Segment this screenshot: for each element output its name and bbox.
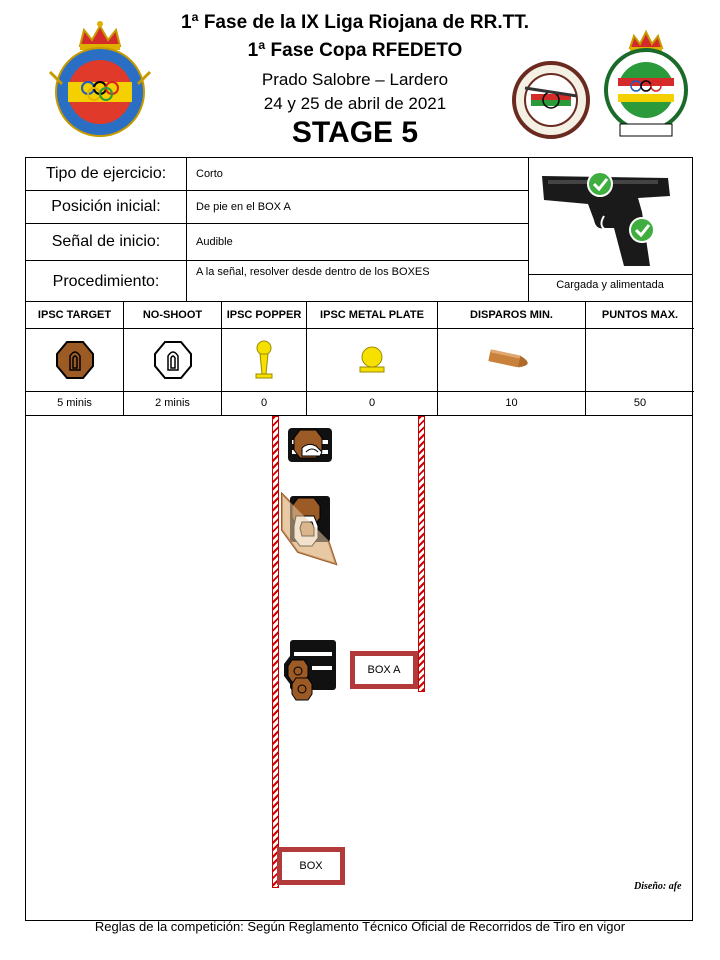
rfedeto-logo (40, 14, 160, 138)
info-row-senal (26, 224, 528, 261)
target-group-panel (280, 492, 340, 568)
venue: Prado Salobre – Lardero (261, 70, 449, 89)
col-header: DISPAROS MIN. (438, 302, 585, 329)
fault-line-right (418, 416, 425, 692)
col-puntos (586, 302, 694, 415)
col-count: 2 minis (155, 397, 190, 409)
info-label: Señal de inicio: (26, 224, 187, 260)
info-value: De pie en el BOX A (196, 201, 291, 213)
col-header: NO-SHOOT (124, 302, 221, 329)
metal-plate-icon (357, 345, 387, 375)
info-row-tipo (26, 158, 528, 191)
popper-icon (252, 340, 276, 380)
info-label: Tipo de ejercicio: (26, 158, 187, 190)
col-header: IPSC TARGET (26, 302, 123, 329)
col-count: 50 (633, 397, 647, 409)
federacion-riojana-logo (600, 28, 692, 140)
col-count: 0 (368, 397, 376, 409)
designer-signature: Diseño: afe (634, 881, 682, 892)
info-value: A la señal, resolver desde dentro de los BOXES (196, 266, 430, 278)
info-row-posicion (26, 191, 528, 224)
box-a: BOX A (350, 651, 418, 689)
title-line-2: 1ª Fase Copa RFEDETO (247, 40, 463, 61)
col-no-shoot (124, 302, 222, 415)
info-value: Corto (196, 168, 223, 180)
target-group-top (286, 426, 334, 466)
col-count: 5 minis (57, 397, 92, 409)
pistol-icon (538, 168, 678, 268)
bullet-icon (485, 345, 539, 375)
col-popper (222, 302, 307, 415)
weapon-condition: Cargada y alimentada (556, 279, 664, 291)
col-header: PUNTOS MAX. (586, 302, 694, 329)
col-header: IPSC METAL PLATE (307, 302, 437, 329)
col-count: 0 (260, 397, 268, 409)
dates: 24 y 25 de abril de 2021 (263, 94, 447, 113)
stage-title: STAGE 5 (291, 116, 419, 149)
col-disparos (438, 302, 586, 415)
col-header: IPSC POPPER (222, 302, 306, 329)
box: BOX (277, 847, 345, 885)
ipsc-target-icon (55, 340, 95, 380)
col-count: 10 (505, 397, 518, 409)
title-line-1: 1ª Fase de la IX Liga Riojana de RR.TT. (180, 12, 530, 33)
info-row-procedimiento (26, 261, 528, 302)
no-shoot-icon (153, 340, 193, 380)
club-tiro-rioja-alta-logo (505, 60, 597, 140)
info-label: Posición inicial: (26, 191, 187, 223)
info-label: Procedimiento: (26, 261, 187, 302)
info-value: Audible (196, 236, 233, 248)
target-group-box-a (282, 638, 338, 704)
footer-rules: Reglas de la competición: Según Reglamento Técnico Oficial de Recorridos de Tiro en vigor (94, 919, 626, 934)
stage-diagram (25, 415, 693, 921)
targets-table (25, 302, 693, 416)
col-metal-plate (307, 302, 438, 415)
col-ipsc-target (26, 302, 124, 415)
fault-line-left (272, 416, 279, 888)
stage-info-table (25, 157, 693, 302)
